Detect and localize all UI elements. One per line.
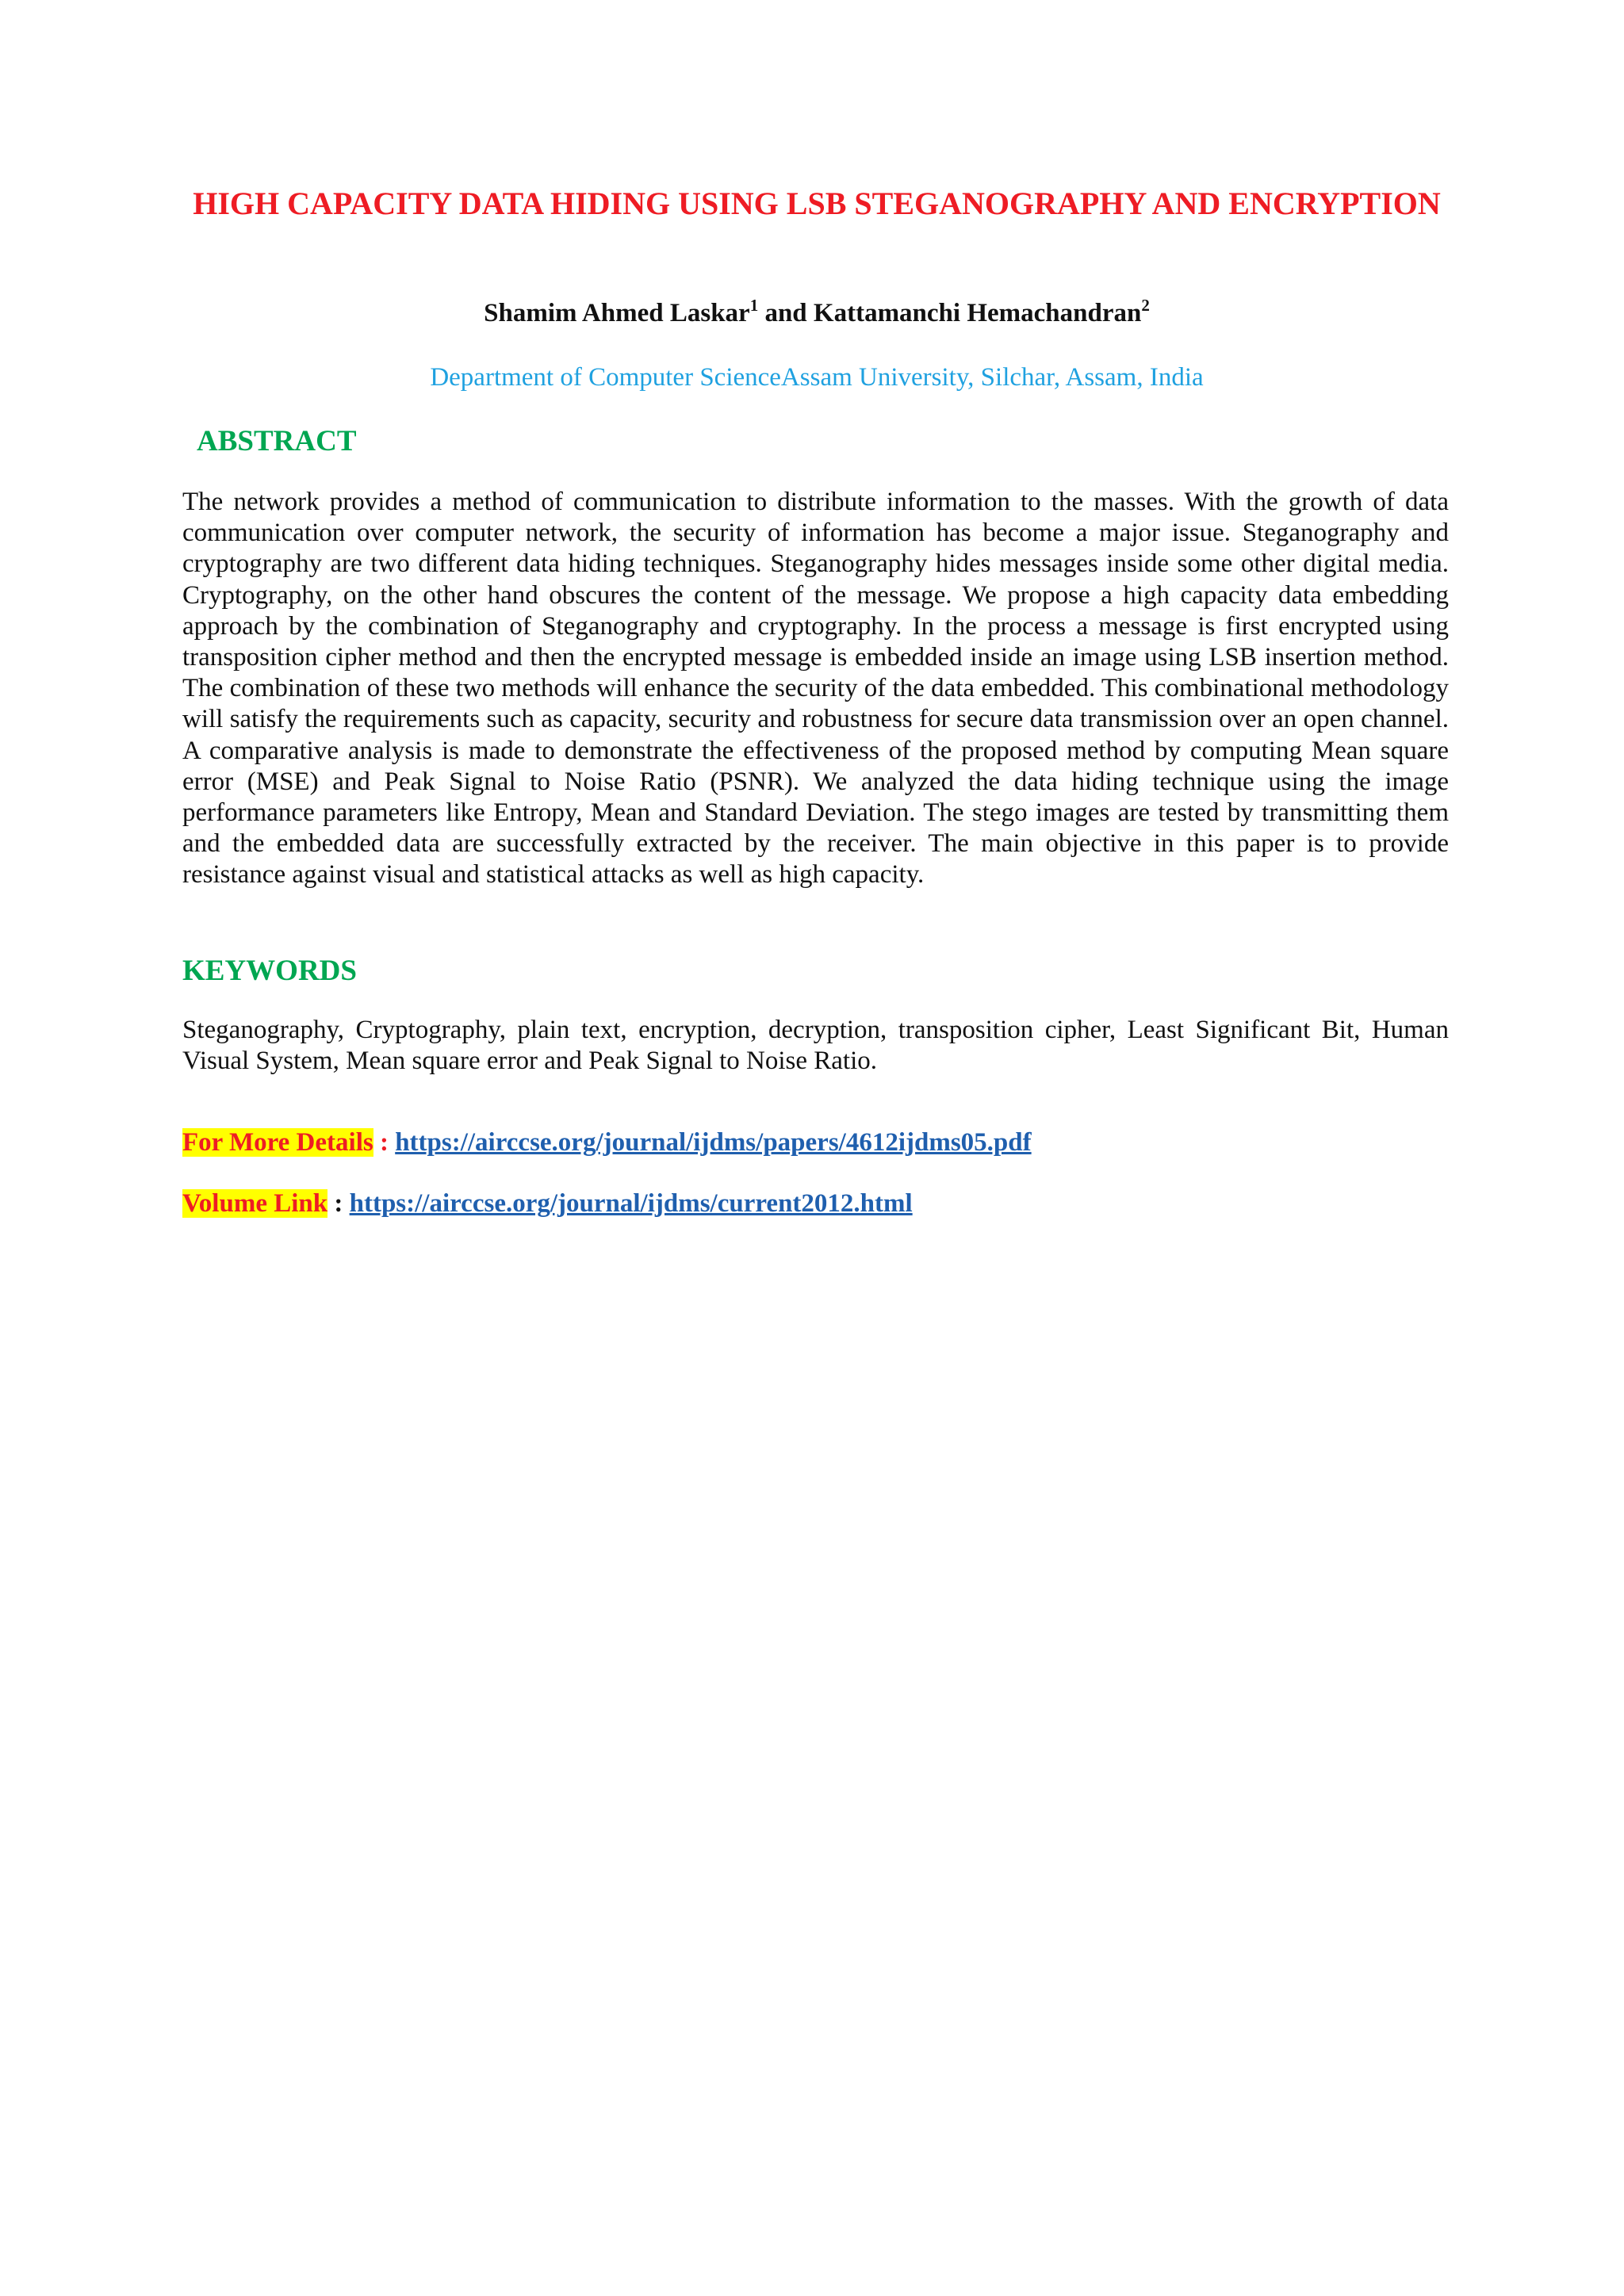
abstract-heading: ABSTRACT	[197, 425, 357, 457]
details-link-line	[182, 1126, 1032, 1159]
volume-label: Volume Link	[182, 1189, 328, 1218]
author-connector: and	[758, 299, 814, 327]
keywords-heading: KEYWORDS	[182, 955, 357, 987]
author-superscript: 2	[1141, 296, 1150, 315]
author-name: Shamim Ahmed Laskar	[484, 299, 750, 327]
paper-title: HIGH CAPACITY DATA HIDING USING LSB STEGANOGRAPHY AND ENCRYPTION	[193, 186, 1441, 221]
affiliation: Department of Computer ScienceAssam University, Silchar, Assam, India	[430, 363, 1204, 392]
volume-link[interactable]: https://airccse.org/journal/ijdms/current2012.html	[349, 1189, 913, 1218]
details-link[interactable]: https://airccse.org/journal/ijdms/papers/4612ijdms05.pdf	[395, 1128, 1032, 1157]
details-label: For More Details	[182, 1128, 373, 1157]
author-line	[182, 297, 1451, 330]
author-superscript: 1	[749, 296, 759, 315]
keywords-text: Steganography, Cryptography, plain text, encryption, decryption, transposition cipher, Least Significant Bit, Human Visual System, Mean square error and Peak Signal to Noise Ratio.	[182, 1016, 1449, 1076]
volume-separator: :	[327, 1189, 350, 1218]
abstract-text: The network provides a method of communication to distribute information to the masses. With the growth of data communication over computer network, the security of information has become a major issue. Steganography and cryptography are two different data hiding techniques. Steganography hides messages inside some other digital media. Cryptography, on the other hand obscures the content of the message. We propose a high capacity data embedding approach by the combination of Steganography and cryptography. In the process a message is first encrypted using transposition cipher method and then the encrypted message is embedded inside an image using LSB insertion method. The combination of these two methods will enhance the security of the data embedded. This combinational methodology will satisfy the requirements such as capacity, security and robustness for secure data transmission over an open channel. A comparative analysis is made to demonstrate the effectiveness of the proposed method by computing Mean square error (MSE) and Peak Signal to Noise Ratio (PSNR). We analyzed the data hiding technique using the image performance parameters like Entropy, Mean and Standard Deviation. The stego images are tested by transmitting them and the embedded data are successfully extracted by the receiver. The main objective in this paper is to provide resistance against visual and statistical attacks as well as high capacity.	[182, 488, 1449, 890]
details-separator: :	[373, 1128, 396, 1157]
author-name: Kattamanchi Hemachandran	[813, 299, 1142, 327]
volume-link-line	[182, 1187, 913, 1220]
